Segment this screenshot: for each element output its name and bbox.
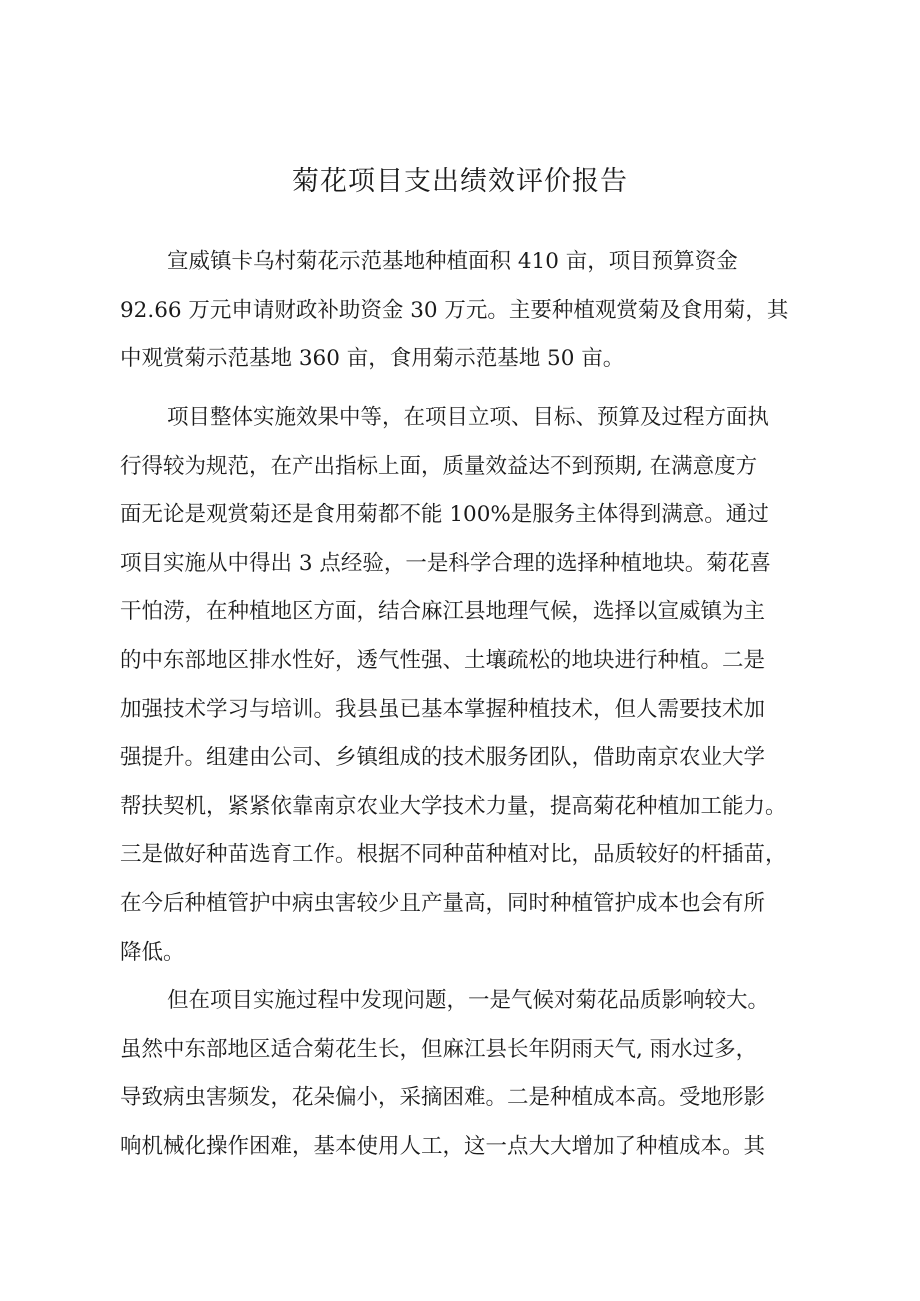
text-line: 行得较为规范，在产出指标上面，质量效益达不到预期, 在满意度方 bbox=[120, 453, 758, 479]
text-line: 强提升。组建由公司、乡镇组成的技术服务团队，借助南京农业大学 bbox=[120, 745, 766, 771]
text-line: 项目实施从中得出 3 点经验，一是科学合理的选择种植地块。菊花喜 bbox=[120, 550, 771, 576]
text-line: 加强技术学习与培训。我县虽已基本掌握种植技术，但人需要技术加 bbox=[120, 696, 766, 722]
text-line: 帮扶契机，紧紧依靠南京农业大学技术力量，提高菊花种植加工能力。 bbox=[120, 793, 787, 819]
text-line: 92.66 万元申请财政补助资金 30 万元。主要种植观赏菊及食用菊，其 bbox=[120, 297, 789, 323]
text-line: 面无论是观赏菊还是食用菊都不能 100%是服务主体得到满意。通过 bbox=[120, 502, 769, 528]
text-line: 降低。 bbox=[120, 939, 185, 965]
text-line: 三是做好种苗选育工作。根据不同种苗种植对比，品质较好的杆插苗， bbox=[120, 842, 787, 868]
text-line: 干怕涝，在种植地区方面，结合麻江县地理气候，选择以宣威镇为主 bbox=[120, 599, 766, 625]
text-line: 项目整体实施效果中等，在项目立项、目标、预算及过程方面执 bbox=[167, 405, 770, 430]
text-line: 但在项目实施过程中发现问题，一是气候对菊花品质影响较大。 bbox=[167, 988, 770, 1013]
text-line: 的中东部地区排水性好，透气性强、土壤疏松的地块进行种植。二是 bbox=[120, 647, 766, 673]
paragraph-3 bbox=[120, 977, 810, 1171]
text-line: 响机械化操作困难，基本使用人工，这一点大大增加了种植成本。其 bbox=[120, 1133, 766, 1159]
paragraph-2 bbox=[120, 394, 810, 977]
text-line: 宣威镇卡乌村菊花示范基地种植面积 410 亩，项目预算资金 bbox=[167, 249, 738, 274]
document-title: 菊花项目支出绩效评价报告 bbox=[292, 166, 628, 197]
text-line: 导致病虫害频发，花朵偏小，采摘困难。二是种植成本高。受地形影 bbox=[120, 1085, 766, 1111]
text-line: 中观赏菊示范基地 360 亩，食用菊示范基地 50 亩。 bbox=[120, 346, 625, 372]
paragraph-1 bbox=[120, 238, 810, 384]
text-line: 虽然中东部地区适合菊花生长，但麻江县长年阴雨天气, 雨水过多， bbox=[120, 1036, 758, 1062]
text-line: 在今后种植管护中病虫害较少且产量高，同时种植管护成本也会有所 bbox=[120, 890, 766, 916]
